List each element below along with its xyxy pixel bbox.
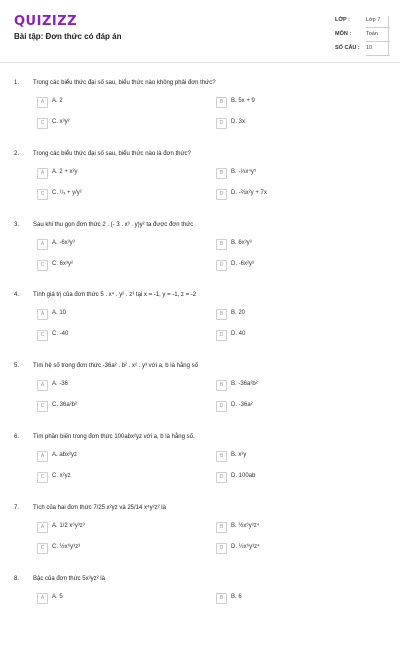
worksheet-header	[0, 0, 400, 60]
question-item	[0, 363, 400, 433]
meta-value-class: Lớp 7	[366, 17, 381, 23]
question-number: 5.	[14, 363, 20, 370]
option-text: A. -6x³y³	[52, 239, 75, 246]
option-letter-box: B	[216, 309, 227, 320]
option-text: C. x²yz	[52, 473, 71, 479]
question-item	[0, 434, 400, 504]
question-text: Tích của hai đơn thức 7/25 x²yz và 25/14 x⁴y²z² là	[33, 504, 166, 511]
meta-label-class: LỚP :	[335, 17, 350, 23]
page-title: Bài tập: Đơn thức có đáp án	[14, 32, 122, 41]
option-letter-box: A	[37, 97, 48, 108]
question-number: 3.	[14, 221, 20, 228]
question-text: Sau khi thu gọn đơn thức 2 . (- 3 . x³ . y)y² ta được đơn thức	[33, 221, 194, 228]
question-text: Tính giá trị của đơn thức 5 . x⁴ . y² . z³ tại x = -1, y = -1, z = -2	[33, 292, 197, 299]
option-letter-box: A	[37, 380, 48, 391]
option-text: D. -6x²y³	[231, 260, 254, 267]
option-letter-box: C	[37, 118, 48, 129]
question-number: 4.	[14, 292, 20, 299]
option-letter-box: C	[37, 260, 48, 271]
option-text: B. x²y	[231, 452, 247, 458]
option-letter-box: B	[216, 451, 227, 462]
option-text: A. 10	[52, 310, 67, 317]
question-item	[0, 222, 400, 292]
question-number: 6.	[14, 434, 20, 440]
option-text: D. -36a²	[231, 402, 253, 409]
option-letter-box: A	[37, 239, 48, 250]
option-letter-box: A	[37, 522, 48, 533]
option-text: B. 20	[231, 310, 246, 317]
header-divider	[0, 62, 400, 63]
meta-underline	[366, 41, 390, 42]
option-letter-box: D	[216, 543, 227, 554]
option-letter-box: A	[37, 451, 48, 462]
option-text: C. -40	[52, 331, 69, 338]
question-number: 8.	[14, 575, 20, 582]
option-text: A. abx²yz	[52, 452, 78, 458]
question-text: Trong các biểu thức đại số sau, biểu thức nào là đơn thức?	[33, 150, 191, 157]
option-letter-box: A	[37, 168, 48, 179]
option-letter-box: D	[216, 118, 227, 129]
option-text: D. ½x⁶y³z⁴	[231, 543, 260, 550]
option-letter-box: D	[216, 401, 227, 412]
option-letter-box: C	[37, 401, 48, 412]
question-item	[0, 292, 400, 362]
meta-underline	[366, 27, 390, 28]
option-letter-box: A	[37, 593, 48, 604]
question-text: Bậc của đơn thức 5x³yz² là	[33, 575, 105, 582]
option-text: C. ¹/ₓ + y/y²	[52, 189, 82, 196]
option-text: D. 100ab	[231, 473, 256, 479]
option-letter-box: D	[216, 260, 227, 271]
question-text: Tìm phần biến trong đơn thức 100abx²yz với a, b là hằng số.	[33, 434, 195, 440]
meta-value-subject: Toán	[366, 31, 378, 37]
option-text: D. -⅔x²y + 7x	[231, 189, 267, 196]
option-letter-box: A	[37, 309, 48, 320]
option-text: B. 5x + 9	[231, 98, 255, 104]
option-letter-box: C	[37, 330, 48, 341]
quizizz-logo: QUIZIZZ	[14, 14, 78, 29]
option-letter-box: C	[37, 189, 48, 200]
option-letter-box: B	[216, 97, 227, 108]
option-letter-box: B	[216, 168, 227, 179]
meta-divider	[388, 16, 389, 56]
option-text: D. 3x	[231, 119, 246, 125]
option-text: C. ½x⁶y³z³	[52, 543, 81, 550]
question-item	[0, 505, 400, 575]
meta-underline	[366, 55, 390, 56]
option-text: C. 6x³y²	[52, 260, 73, 267]
meta-label-subject: MÔN :	[335, 31, 352, 37]
question-text: Trong các biểu thức đại số sau, biểu thức nào không phải đơn thức?	[33, 80, 216, 86]
meta-label-count: SỐ CÂU :	[335, 45, 360, 51]
question-number: 7.	[14, 504, 20, 511]
option-letter-box: D	[216, 330, 227, 341]
option-letter-box: B	[216, 522, 227, 533]
option-letter-box: B	[216, 593, 227, 604]
option-text: A. -36	[52, 381, 69, 388]
option-text: B. -36a²b²	[231, 381, 258, 388]
option-text: A. 2	[52, 98, 63, 104]
option-text: C. x³y²	[52, 119, 70, 125]
question-number: 2.	[14, 150, 20, 157]
option-text: C. 36a²b²	[52, 402, 78, 409]
option-letter-box: B	[216, 380, 227, 391]
option-letter-box: C	[37, 472, 48, 483]
option-text: D. 40	[231, 331, 246, 338]
question-item	[0, 80, 400, 150]
question-item	[0, 576, 400, 646]
question-item	[0, 151, 400, 221]
option-text: A. 5	[52, 593, 63, 600]
question-number: 1.	[14, 80, 20, 86]
option-text: A. 2 + x²y	[52, 168, 78, 175]
question-text: Tìm hệ số trong đơn thức -36a² . b² . x² . y³ với a, b là hằng số	[33, 363, 198, 370]
meta-value-count: 10	[366, 45, 373, 51]
option-text: B. 6x³y³	[231, 239, 252, 246]
option-letter-box: D	[216, 472, 227, 483]
option-letter-box: D	[216, 189, 227, 200]
option-text: B. ½x⁶y³z⁴	[231, 522, 260, 529]
option-letter-box: C	[37, 543, 48, 554]
option-letter-box: B	[216, 239, 227, 250]
option-text: B. -⅓x⁴y⁵	[231, 168, 257, 175]
option-text: B. 6	[231, 593, 242, 600]
option-text: A. 1/2 x⁶y³z³	[52, 522, 85, 529]
